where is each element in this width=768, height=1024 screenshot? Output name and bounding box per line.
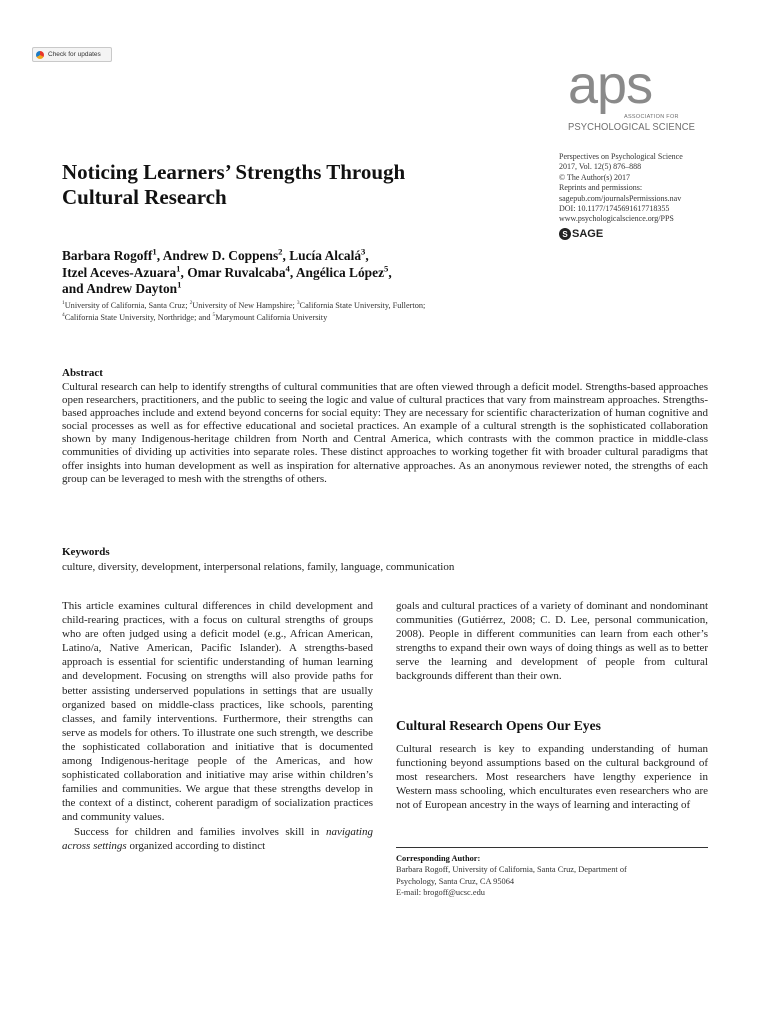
corresponding-author-line: Barbara Rogoff, University of California, Santa Cruz, Department of (396, 865, 627, 875)
author-separator: , (289, 264, 296, 280)
journal-permissions-link[interactable]: sagepub.com/journalsPermissions.nav (559, 193, 682, 203)
affil-text: California State University, Fullerton; (299, 301, 426, 310)
affil-sup: 3 (296, 300, 300, 307)
aps-logo-association: ASSOCIATION FOR (624, 114, 679, 120)
corresponding-author-label: Corresponding Author: (396, 854, 481, 863)
journal-doi[interactable]: DOI: 10.1177/1745691617718355 (559, 204, 670, 214)
author-separator: , (365, 248, 369, 263)
affil-text: University of New Hampshire; (192, 301, 297, 310)
sage-wordmark: SAGE (572, 228, 604, 240)
body-column-left (62, 599, 373, 853)
journal-volume: 2017, Vol. 12(5) 876–888 (559, 162, 642, 172)
author-separator: , (180, 264, 188, 280)
section-heading: Cultural Research Opens Our Eyes (396, 718, 601, 733)
article-title-line-2: Cultural Research (62, 184, 227, 209)
crossmark-icon (36, 51, 44, 59)
abstract-text: Cultural research can help to identify strengths of cultural communities that are often viewed through a deficit model. Strengths-based approaches open researchers, practitioners, and the public to seeing the logic and value of cultural practices that vary from mainstream approaches. Strengths-based approaches include and extend beyond concerns for social equity: They are necessary for scientific characterization of human cognitive and social processes as well as for effective educational and societal practices. An example of a cultural strength is the sophisticated collaboration shown by many Indigenous-heritage children from North and Central America, which contrasts with the common practice in middle-class communities of dividing up activities into separate roles. These distinct approaches to working together fit with broader cultural paradigms that offer insights into human development as well as inspiration for alternative approaches. As an anonymous reviewer noted, the strengths of each group can be leveraged to mesh with the strengths of others. (62, 381, 708, 485)
affil-sup: 2 (189, 300, 193, 307)
body-text: organized according to distinct (126, 839, 266, 852)
check-for-updates-label: Check for updates (48, 51, 101, 58)
author-name: and Andrew Dayton (62, 281, 178, 296)
sage-mark-icon: S (559, 228, 571, 240)
author-name: Angélica López (295, 264, 385, 280)
journal-website-link[interactable]: www.psychologicalscience.org/PPS (559, 214, 674, 224)
journal-name: Perspectives on Psychological Science (559, 152, 683, 161)
author-affil-sup: 1 (152, 246, 157, 257)
body-column-right-section (396, 742, 708, 812)
affil-text: California State University, Northridge; and (64, 312, 213, 322)
corresponding-author-email[interactable]: E-mail: brogoff@ucsc.edu (396, 888, 485, 898)
author-affil-sup: 4 (285, 263, 290, 274)
journal-info (559, 152, 683, 225)
body-paragraph: This article examines cultural differences in child development and child-rearing practices, with a focus on cultural strengths of groups who are often judged using a deficit model (e.g., African American, Latino/a, Native American, Pacific Islander). A strengths-based approach is essential for scientific understanding of human learning and development. Focusing on strengths will also provide paths for better assisting underserved populations in settings that are usually organized based on middle-class practices, like schools, parenting classes, and family interventions. Furthermore, their strengths can serve as models for others. To illustrate one such strength, we describe the sophisticated collaboration and initiative that is documented among Indigenous-heritage people of the Americas, and how sophisticated collaboration and initiative may arise within children’s families and communities. We argue that these strengths develop in the context of a distinct, coherent paradigm of socialization practices and community values. (62, 600, 373, 824)
journal-reprints: Reprints and permissions: (559, 183, 643, 193)
affil-text: Marymount California University (215, 312, 328, 322)
affil-sup: 1 (62, 300, 65, 307)
author-list (62, 248, 532, 298)
journal-copyright: © The Author(s) 2017 (559, 172, 631, 182)
sage-logo (559, 228, 603, 240)
abstract-heading: Abstract (62, 367, 103, 379)
aps-logo-psychological-science: PSYCHOLOGICAL SCIENCE (568, 121, 696, 133)
article-title (62, 160, 532, 209)
author-name: Barbara Rogoff (62, 248, 153, 263)
keywords-heading: Keywords (62, 546, 110, 558)
author-separator: , (156, 248, 163, 263)
footnote-divider (396, 847, 708, 848)
body-paragraph: goals and cultural practices of a variety of dominant and nondominant communities (Gutiérrez, 2008; C. D. Lee, personal communication, 2008). People in different communities can learn from each other’s strengths to expand their own ways of doing things as well as to better serve the learning and development of people from cultural backgrounds different than their own. (396, 600, 708, 683)
author-affil-sup: 5 (384, 263, 389, 274)
body-text: Success for children and families involves skill in (74, 825, 326, 838)
author-name: Itzel Aceves-Azuara (62, 264, 177, 280)
check-for-updates-button[interactable] (32, 47, 112, 62)
affiliations (62, 300, 542, 323)
keywords-text: culture, diversity, development, interpersonal relations, family, language, communication (62, 561, 455, 573)
affil-text: University of California, Santa Cruz; (64, 301, 190, 310)
aps-logo: aps (568, 55, 653, 115)
author-affil-sup: 1 (176, 263, 181, 274)
author-separator: , (388, 264, 392, 280)
affil-sup: 4 (62, 311, 65, 318)
article-title-line-1: Noticing Learners’ Strengths Through (62, 160, 406, 184)
author-affil-sup: 3 (361, 246, 366, 257)
body-column-right-top (396, 599, 708, 684)
author-name: Andrew D. Coppens (162, 248, 279, 263)
author-affil-sup: 2 (278, 246, 283, 257)
author-name: Omar Ruvalcaba (187, 264, 286, 280)
author-name: Lucía Alcalá (289, 248, 362, 263)
body-paragraph (62, 825, 373, 853)
corresponding-author-line: Psychology, Santa Cruz, CA 95064 (396, 876, 515, 886)
body-emphasis: navigating across settings (62, 825, 373, 852)
author-affil-sup: 1 (177, 279, 182, 290)
affil-sup: 5 (212, 311, 216, 318)
body-paragraph: Cultural research is key to expanding understanding of human functioning beyond assumptions based on the cultural background of most researchers. Most researchers have lengthy experience in Western mass schooling, which enculturates even researchers who are not of European ancestry in the ways of learning and interacting of (396, 743, 708, 812)
corresponding-author (396, 853, 708, 899)
author-separator: , (282, 248, 290, 263)
